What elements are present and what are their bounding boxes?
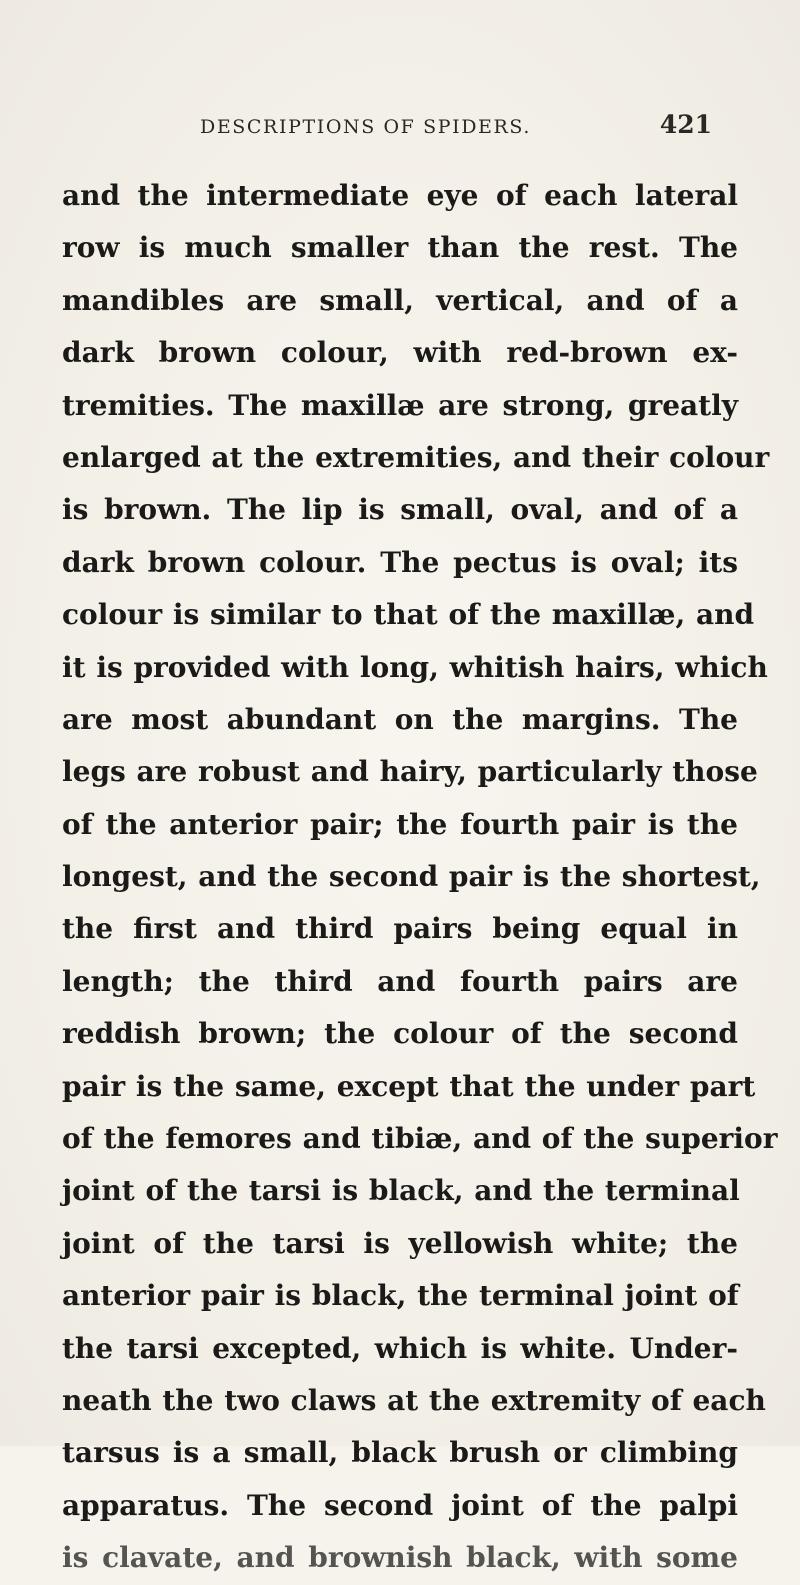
- text-line: is brown. The lip is small, oval, and of a: [62, 493, 738, 527]
- text-line: longest, and the second pair is the shortest,: [62, 860, 761, 894]
- text-line: legs are robust and hairy, particularly those: [62, 755, 758, 789]
- text-line: joint of the tarsi is yellowish white; the: [62, 1226, 738, 1260]
- text-line: anterior pair is black, the terminal joint of: [62, 1279, 739, 1313]
- page-number: 421: [659, 110, 712, 139]
- text-line: enlarged at the extremities, and their colour: [62, 440, 770, 474]
- text-line: joint of the tarsi is black, and the terminal: [62, 1174, 740, 1208]
- text-line: are most abundant on the margins. The: [62, 702, 738, 736]
- text-line: of the anterior pair; the fourth pair is the: [62, 807, 738, 841]
- text-line: mandibles are small, vertical, and of a: [62, 283, 738, 317]
- text-line: it is provided with long, whitish hairs, which: [62, 650, 768, 684]
- text-line: row is much smaller than the rest. The: [62, 231, 738, 265]
- text-line: colour is similar to that of the maxillæ, and: [62, 598, 755, 632]
- running-head: [62, 110, 738, 160]
- text-line: dark brown colour, with red-brown ex-: [62, 336, 738, 370]
- text-line: reddish brown; the colour of the second: [62, 1017, 738, 1051]
- text-line: is clavate, and brownish black, with some: [62, 1541, 738, 1575]
- text-line: dark brown colour. The pectus is oval; its: [62, 545, 738, 579]
- text-line: tarsus is a small, black brush or climbing: [62, 1436, 738, 1470]
- text-line: of the femores and tibiæ, and of the superior: [62, 1122, 778, 1156]
- text-line: apparatus. The second joint of the palpi: [62, 1488, 738, 1522]
- body-text: [62, 170, 778, 1585]
- text-line: neath the two claws at the extremity of each: [62, 1383, 766, 1417]
- text-line: pair is the same, except that the under part: [62, 1069, 756, 1103]
- text-line: the first and third pairs being equal in: [62, 912, 738, 946]
- text-line: tremities. The maxillæ are strong, greatly: [62, 388, 738, 422]
- running-title: DESCRIPTIONS OF SPIDERS.: [200, 116, 531, 138]
- text-line: the tarsi excepted, which is white. Under-: [62, 1331, 738, 1365]
- text-line: and the intermediate eye of each lateral: [62, 179, 738, 212]
- text-line: length; the third and fourth pairs are: [62, 964, 738, 998]
